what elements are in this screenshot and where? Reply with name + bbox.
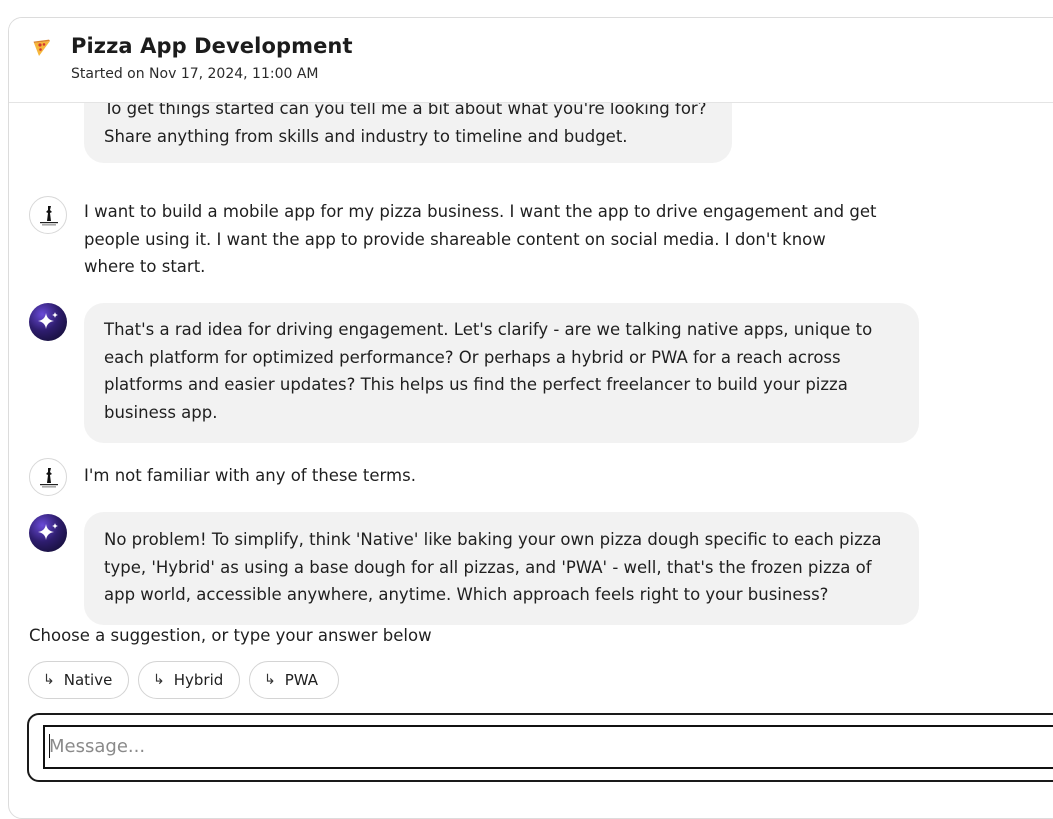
message-line: type, 'Hybrid' as using a base dough for all pizzas, and 'PWA' - well, that's the frozen pizza of [104, 557, 872, 577]
message-line: I'm not familiar with any of these terms. [84, 466, 416, 485]
message-line: where to start. [84, 257, 206, 276]
message-composer[interactable] [27, 713, 1053, 782]
suggestion-label: Hybrid [173, 671, 224, 689]
message-input-frame[interactable] [43, 725, 1053, 769]
chat-header [9, 18, 1053, 103]
user-message [84, 198, 924, 281]
message-line: That's a rad idea for driving engagement. Let's clarify - are we talking native apps, unique to [104, 320, 873, 339]
user-logo-icon [30, 197, 67, 234]
assistant-message [84, 103, 732, 163]
assistant-avatar [29, 303, 67, 341]
user-logo-icon [30, 459, 67, 496]
suggestion-native-button[interactable] [28, 661, 129, 699]
reply-arrow-icon: ↳ [43, 672, 55, 688]
reply-arrow-icon: ↳ [264, 672, 276, 688]
message-line: I want to build a mobile app for my pizza business. I want the app to drive engagement and get [84, 202, 877, 221]
suggestion-hybrid-button[interactable] [138, 661, 240, 699]
suggestion-prompt: Choose a suggestion, or type your answer below [29, 626, 432, 645]
page-title: Pizza App Development [71, 34, 353, 58]
pizza-icon [31, 37, 53, 59]
sparkle-icon [29, 303, 67, 341]
suggestion-pwa-button[interactable] [249, 661, 339, 699]
message-input[interactable] [49, 727, 1049, 765]
chat-panel [8, 17, 1053, 819]
suggestion-label: PWA [284, 671, 319, 689]
sparkle-icon [29, 514, 67, 552]
user-avatar [29, 458, 67, 496]
text-caret [49, 734, 50, 758]
message-line: No problem! To simplify, think 'Native' like baking your own pizza dough specific to each pizza [104, 530, 882, 549]
assistant-avatar [29, 514, 67, 552]
assistant-message [84, 303, 919, 443]
suggestion-label: Native [63, 671, 113, 689]
message-line: To get things started can you tell me a bit about what you're looking for? [104, 103, 707, 118]
message-line: platforms and easier updates? This helps us find the perfect freelancer to build your pizza [104, 375, 848, 394]
user-message [84, 462, 924, 490]
started-timestamp: Started on Nov 17, 2024, 11:00 AM [71, 66, 319, 82]
message-line: Share anything from skills and industry to timeline and budget. [104, 126, 628, 146]
reply-arrow-icon: ↳ [153, 672, 165, 688]
message-line: people using it. I want the app to provide shareable content on social media. I don't know [84, 229, 826, 249]
message-line: each platform for optimized performance? Or perhaps a hybrid or PWA for a reach across [104, 347, 841, 367]
message-line: app world, accessible anywhere, anytime. Which approach feels right to your business? [104, 585, 829, 604]
assistant-message [84, 512, 919, 625]
message-line: business app. [104, 402, 218, 422]
user-avatar [29, 196, 67, 234]
